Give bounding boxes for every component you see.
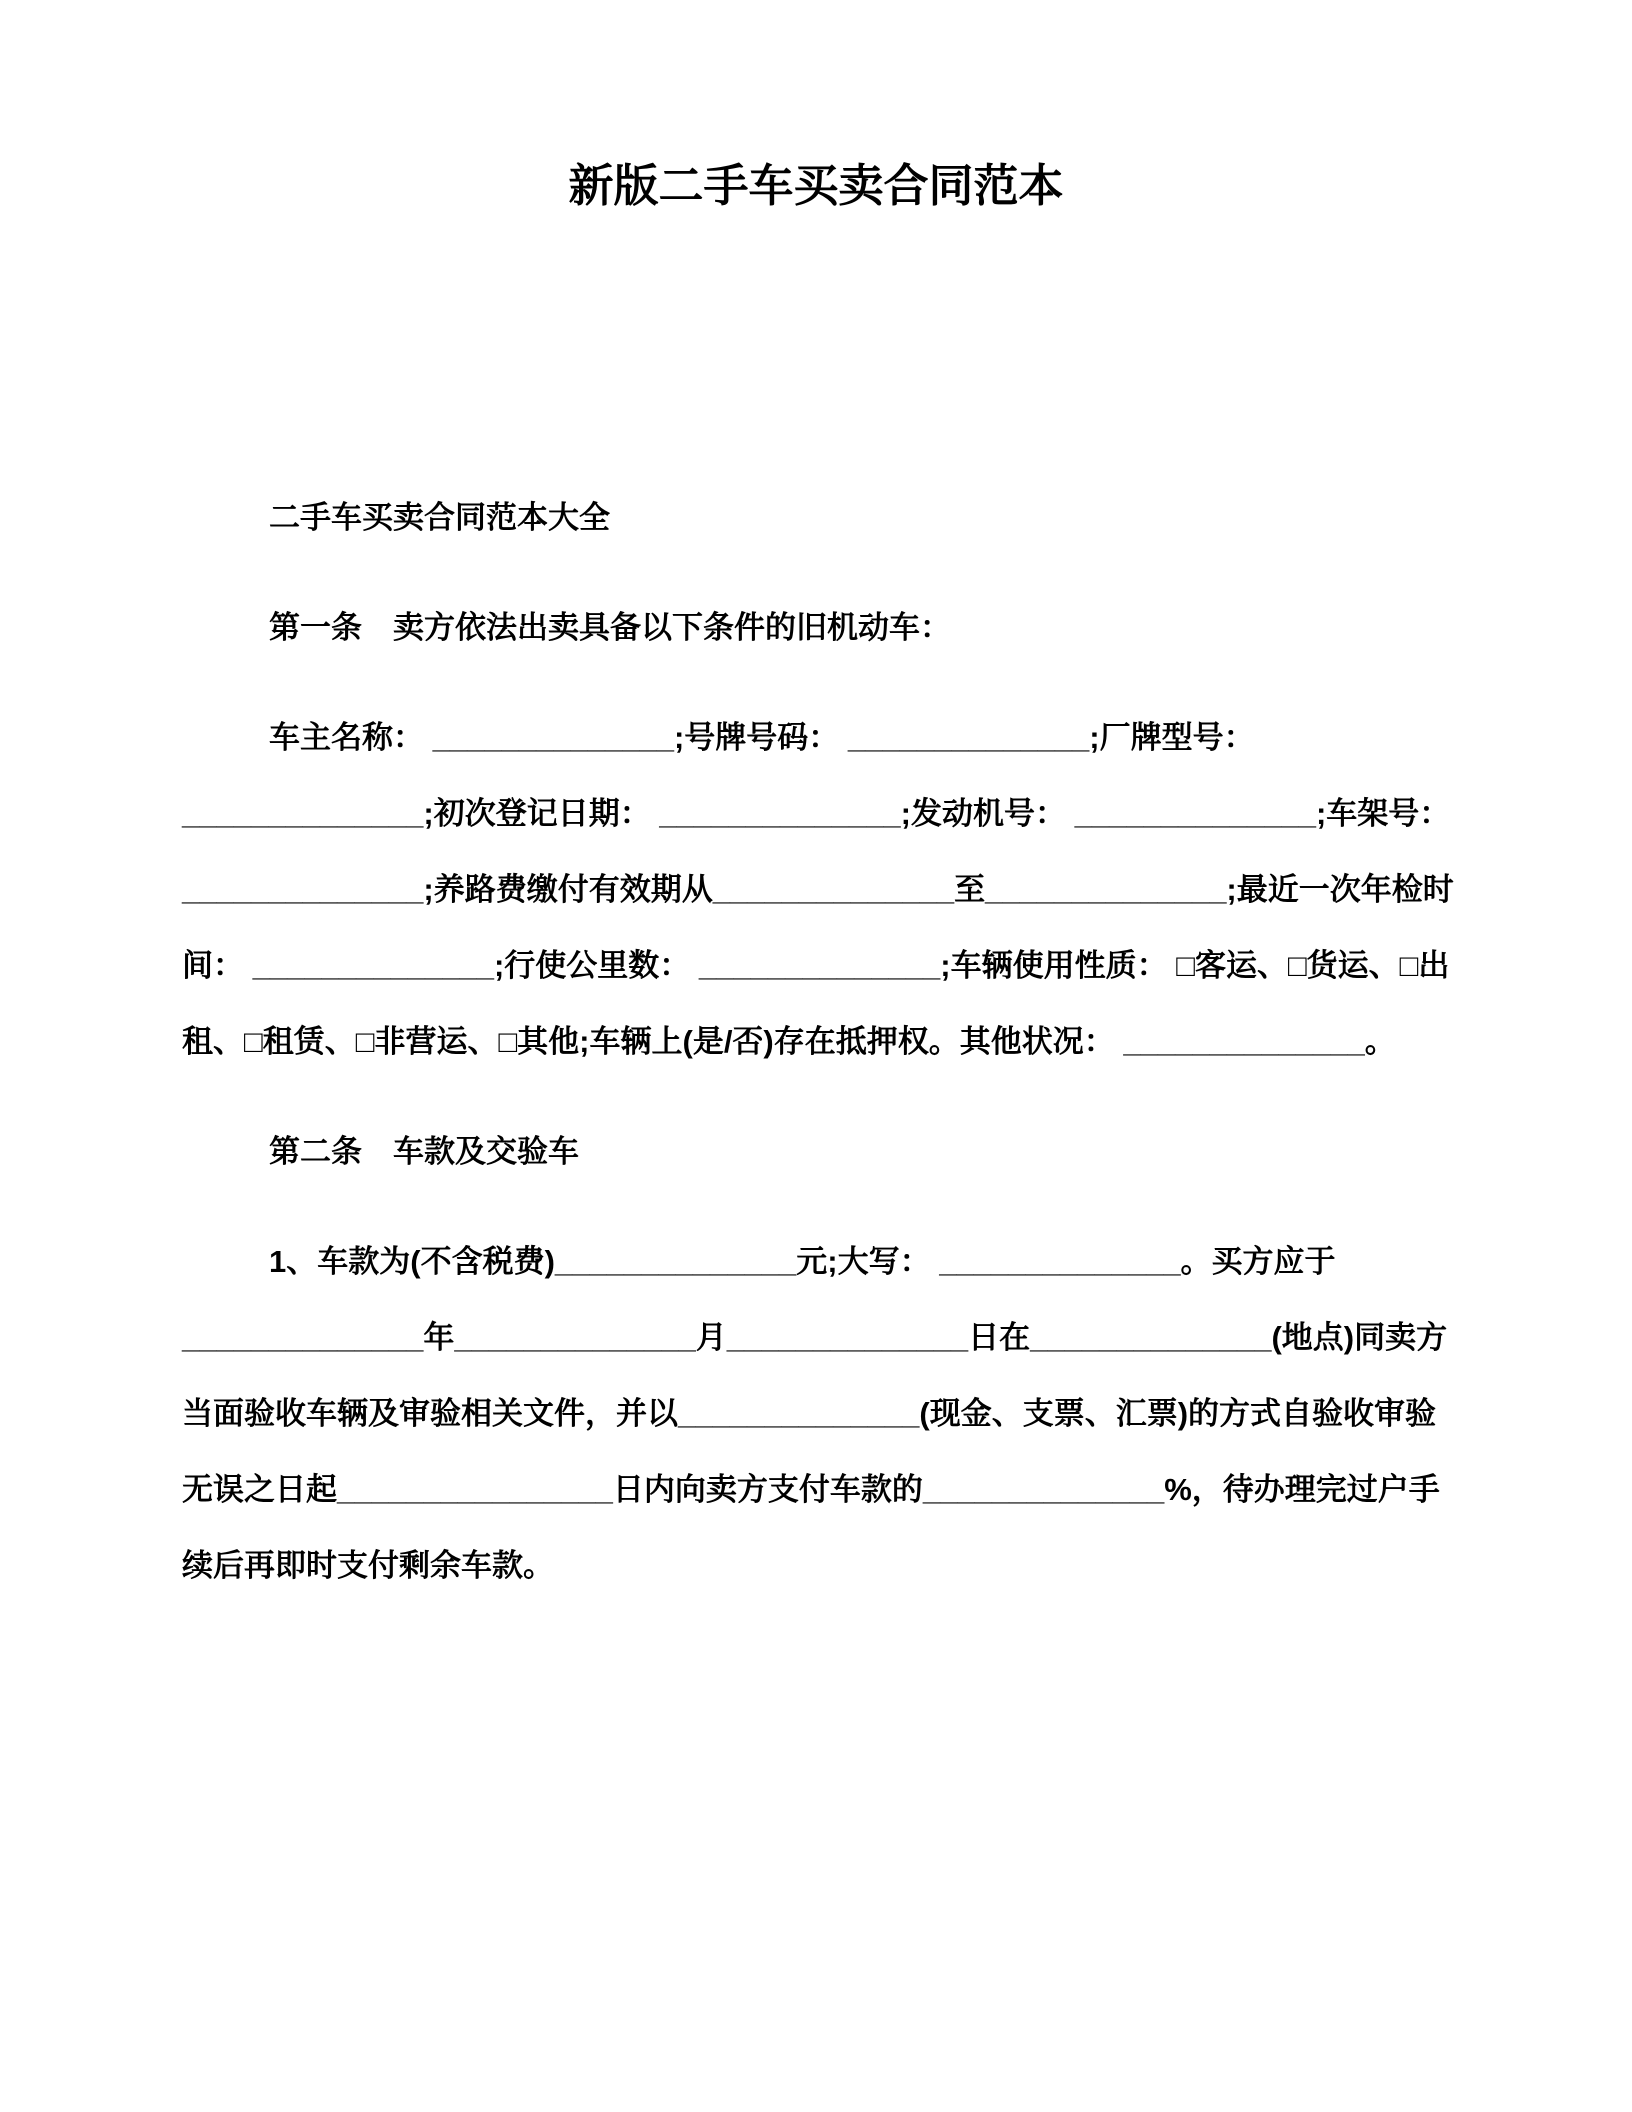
contract-paragraph-intro: 二手车买卖合同范本大全 <box>269 500 610 535</box>
doc-title: 新版二手车买卖合同范本 <box>568 160 1064 211</box>
contract-paragraph-payment-terms: 1、车款为(不含税费)______________元;大写： ______________。买方应于______________年______________月______________日在______________(地点)同卖方当面验收车辆及审验相关文件，并以______________(现金、支票、汇票)的方式自验收审验无误之日起________________日内向卖方支付车款的______________%，待办理完过户手续后再即时支付剩余车款。 <box>182 1244 1448 1583</box>
doc-body <box>182 480 1456 1604</box>
contract-paragraph-article1-heading: 第一条 卖方依法出卖具备以下条件的旧机动车： <box>269 610 951 645</box>
contract-paragraph-vehicle-details: 车主名称： ______________;号牌号码： ______________;厂牌型号： ______________;初次登记日期： ______________;发动机号： ______________;车架号： ______________;养路费缴付有效期从______________至______________;最近一次年检时间： ______________;行使公里数： ______________;车辆使用性质： □客运、□货运、□出租、□租赁、□非营运、□其他;车辆上(是/否)存在抵押权。其他状况： ______________。 <box>182 720 1454 1059</box>
contract-paragraph-article2-heading: 第二条 车款及交验车 <box>269 1134 579 1169</box>
